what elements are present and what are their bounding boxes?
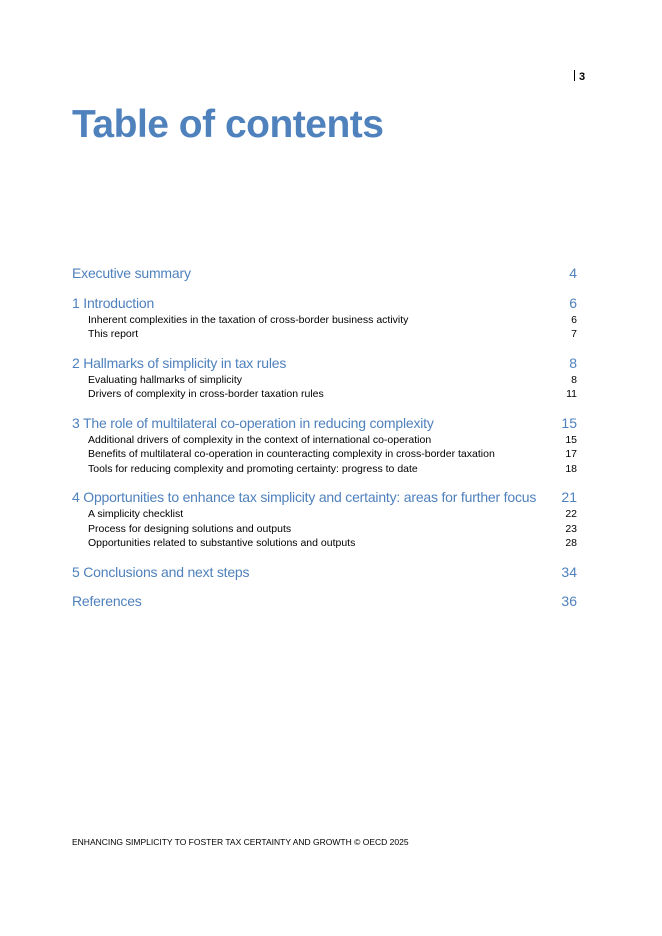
toc-subentry-page: 22 [565, 508, 577, 520]
toc-subentry-label: Tools for reducing complexity and promoting certainty: progress to date [88, 463, 418, 475]
toc-entry-executive-summary[interactable] [72, 264, 577, 282]
toc-subentry[interactable] [72, 314, 577, 327]
toc-subentry-label: Inherent complexities in the taxation of cross-border business activity [88, 314, 409, 326]
toc-entry-label: 5 Conclusions and next steps [72, 564, 250, 580]
toc-entry-page: 4 [569, 265, 577, 281]
toc-entry-chapter-5[interactable] [72, 563, 577, 581]
toc-subentry[interactable] [72, 508, 577, 521]
toc-subentry-page: 7 [571, 328, 577, 340]
toc-entry-page: 34 [561, 564, 577, 580]
toc-subentry-label: A simplicity checklist [88, 508, 184, 520]
toc-subentry-page: 17 [565, 448, 577, 460]
toc-entry-page: 21 [561, 489, 577, 505]
toc-subentry-label: Opportunities related to substantive solutions and outputs [88, 537, 356, 549]
toc-entry-page: 8 [569, 355, 577, 371]
toc-subentry-label: Drivers of complexity in cross-border taxation rules [88, 388, 324, 400]
page-footer: ENHANCING SIMPLICITY TO FOSTER TAX CERTAINTY AND GROWTH © OECD 2025 [72, 837, 409, 847]
toc-subentry[interactable] [72, 388, 577, 401]
page-number-value: 3 [579, 71, 586, 83]
toc-subentry[interactable] [72, 523, 577, 536]
toc-entry-chapter-4[interactable] [72, 488, 577, 506]
toc-entry-label: Executive summary [72, 265, 191, 281]
toc-subentry[interactable] [72, 537, 577, 550]
toc-subentry-label: Process for designing solutions and outputs [88, 523, 292, 535]
toc-entry-chapter-2[interactable] [72, 354, 577, 372]
toc-subentry-label: Evaluating hallmarks of simplicity [88, 374, 243, 386]
toc-subentry[interactable] [72, 328, 577, 341]
toc-subentry[interactable] [72, 448, 577, 461]
toc-entry-page: 6 [569, 295, 577, 311]
toc-subentry-page: 18 [565, 463, 577, 475]
toc-entry-page: 36 [561, 593, 577, 609]
toc-subentry[interactable] [72, 434, 577, 447]
page-title: Table of contents [72, 103, 384, 146]
toc-subentry-page: 11 [566, 388, 577, 400]
toc-subentry-label: Additional drivers of complexity in the context of international co-operation [88, 434, 432, 446]
toc-subentry[interactable] [72, 374, 577, 387]
toc-entry-references[interactable] [72, 592, 577, 610]
toc-subentry[interactable] [72, 463, 577, 476]
toc-entry-chapter-1[interactable] [72, 294, 577, 312]
toc-entry-label: References [72, 593, 142, 609]
header-divider [574, 70, 575, 81]
toc-subentry-page: 15 [565, 434, 577, 446]
toc-subentry-page: 23 [565, 523, 577, 535]
toc-subentry-label: This report [88, 328, 139, 340]
toc-subentry-page: 28 [565, 537, 577, 549]
toc-entry-page: 15 [561, 415, 577, 431]
toc-entry-chapter-3[interactable] [72, 414, 577, 432]
toc-subentry-page: 8 [571, 374, 577, 386]
toc-entry-label: 1 Introduction [72, 295, 155, 311]
page-number [574, 70, 585, 84]
toc-entry-label: 2 Hallmarks of simplicity in tax rules [72, 355, 287, 371]
toc-subentry-page: 6 [571, 314, 577, 326]
toc-entry-label: 3 The role of multilateral co-operation in reducing complexity [72, 415, 434, 431]
toc-entry-label: 4 Opportunities to enhance tax simplicity and certainty: areas for further focus [72, 489, 537, 505]
toc-subentry-label: Benefits of multilateral co-operation in counteracting complexity in cross-border taxation [88, 448, 495, 460]
